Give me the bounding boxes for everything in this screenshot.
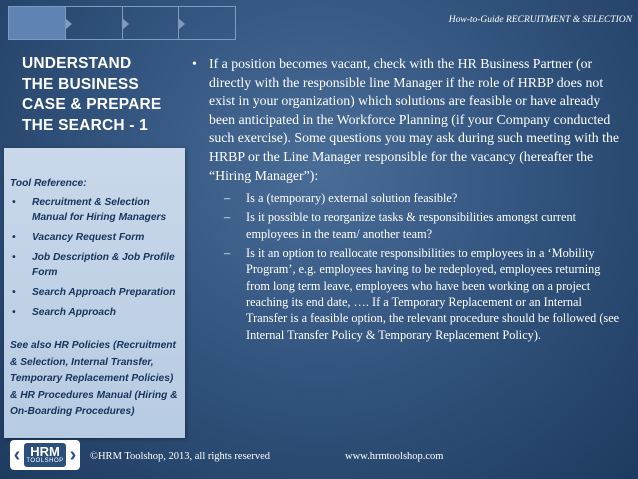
guide-label: How-to-Guide RECRUITMENT & SELECTION: [448, 15, 632, 25]
list-item: • Recruitment & Selection Manual for Hiring Managers: [12, 197, 167, 223]
title-line: UNDERSTAND: [22, 55, 132, 72]
logo-mark: [24, 443, 66, 467]
title-line: THE BUSINESS: [22, 75, 139, 93]
tool-reference-title: Tool Reference:: [10, 178, 87, 189]
logo-hrm-text: HRM: [30, 444, 60, 459]
tool-reference-item: Search Approach Preparation: [32, 287, 176, 298]
title-line: CASE & PREPARE: [22, 96, 162, 113]
list-item: – Is a (temporary) external solution feasible?: [224, 191, 458, 206]
tool-reference-list: [10, 195, 179, 320]
list-item: • Search Approach Preparation: [12, 287, 176, 298]
progress-step-2: [66, 7, 123, 39]
tool-reference-item: Search Approach: [32, 307, 116, 318]
list-item: – Is it possible to reorganize tasks & responsibilities amongst current employees in the team/ another team?: [224, 210, 577, 241]
question-list: [224, 190, 622, 343]
title-line: THE SEARCH - 1: [22, 116, 148, 134]
logo-toolshop-text: TOOLSHOP: [26, 458, 64, 464]
slide-title: [22, 54, 182, 136]
tool-reference-item: Job Description & Job Profile Form: [32, 252, 175, 278]
main-bullet-text: If a position becomes vacant, check with the HR Business Partner (or directly with the responsible line Manager if the role of HRBP does not exist in your organization) which solutions are feasible or have already been anticipated in the Workforce Planning (if your Company conducted such exercise). Some questions you may ask during such meeting with the HRBP or the Line Manager responsible for the vacancy (hereafter the “Hiring Manager”):: [209, 56, 619, 183]
tool-reference-box: [4, 148, 185, 438]
tool-reference-item: Vacancy Request Form: [32, 232, 145, 243]
list-item: • Search Approach: [12, 307, 116, 318]
website-link[interactable]: www.hrmtoolshop.com: [345, 451, 444, 462]
progress-step-4: [179, 7, 235, 39]
question-text: Is a (temporary) external solution feasible?: [246, 191, 458, 206]
list-item: – Is it an option to reallocate responsibilities to employees in a ‘Mobility Program’, e.g. employees having to be redeployed, employees returning from long term leave, employees who have been working on a project reaching its end date, …. If a Temporary Replacement or an Internal Transfer is a feasible option, the relevant procedure should be followed (see Internal Transfer Policy & Temporary Replacement Policy).: [224, 246, 620, 342]
progress-step-1: [9, 7, 66, 39]
chevron-left-icon: ‹: [13, 443, 21, 466]
list-item: • Vacancy Request Form: [12, 232, 145, 243]
question-text: Is it an option to reallocate responsibilities to employees in a ‘Mobility Program’, e.g. employees having to be redeployed, employees returning from long term leave, employees who have been working on a project reaching its end date, …. If a Temporary Replacement or an Internal Transfer is a feasible option, the relevant procedure should be followed (see Internal Transfer Policy & Temporary Replacement Policy).: [246, 246, 620, 342]
question-text: Is it possible to reorganize tasks & responsibilities amongst current employees in the team/ another team?: [246, 210, 577, 241]
progress-step-3: [123, 7, 180, 39]
list-item: • Job Description & Job Profile Form: [12, 252, 175, 278]
chevron-right-icon: ›: [69, 443, 77, 466]
tool-reference-item: Recruitment & Selection Manual for Hiring Managers: [32, 197, 167, 223]
progress-tracker: [8, 6, 236, 40]
see-also-note: See also HR Policies (Recruitment & Selection, Internal Transfer, Temporary Replacement Policies) & HR Procedures Manual (Hiring & On-Boarding Procedures): [10, 340, 178, 417]
hrm-toolshop-logo: [10, 440, 80, 470]
copyright-text: ©HRM Toolshop, 2013, all rights reserved: [90, 451, 270, 462]
main-bullet: • If a position becomes vacant, check with the HR Business Partner (or directly with the responsible line Manager if the role of HRBP does not exist in your organization) which solutions are feasible or have already been anticipated in the Workforce Planning (if your Company conducted such exercise). Some questions you may ask during such meeting with the HRBP or the Line Manager responsible for the vacancy (hereafter the “Hiring Manager”):: [192, 56, 619, 183]
main-content: [192, 55, 622, 346]
